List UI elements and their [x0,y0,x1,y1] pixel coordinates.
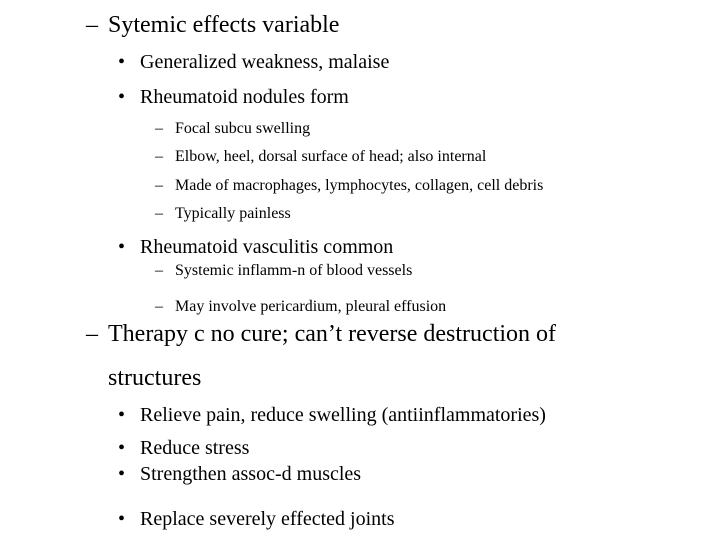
dash-marker: – [86,12,98,38]
bullet-marker: • [118,86,126,108]
sub-item-focal-swelling: Focal subcu swelling [175,120,311,137]
bullet-marker: • [118,437,126,459]
sub-item-inflammation: Systemic inflamm-n of blood vessels [175,262,413,279]
dash-marker: – [155,177,163,194]
bullet-rheumatoid-nodules: Rheumatoid nodules form [140,86,349,108]
dash-marker: – [155,120,163,137]
bullet-generalized-weakness: Generalized weakness, malaise [140,51,390,73]
bullet-marker: • [118,463,126,485]
heading-systemic-effects: Sytemic effects variable [108,12,340,38]
sub-item-composition: Made of macrophages, lymphocytes, collagen, cell debris [175,177,544,194]
bullet-marker: • [118,404,126,426]
heading-therapy-continuation: structures [108,365,202,391]
dash-marker: – [155,298,163,315]
bullet-marker: • [118,51,126,73]
bullet-marker: • [118,236,126,258]
bullet-relieve-pain: Relieve pain, reduce swelling (antiinflammatories) [140,404,546,426]
bullet-replace-joints: Replace severely effected joints [140,508,395,530]
dash-marker: – [155,262,163,279]
dash-marker: – [155,205,163,222]
dash-marker: – [155,148,163,165]
sub-item-locations: Elbow, heel, dorsal surface of head; also internal [175,148,487,165]
dash-marker: – [86,321,98,347]
bullet-strengthen-muscles: Strengthen assoc-d muscles [140,463,362,485]
bullet-marker: • [118,508,126,530]
heading-therapy: Therapy c no cure; can’t reverse destruction of [108,321,557,347]
bullet-reduce-stress: Reduce stress [140,437,250,459]
sub-item-painless: Typically painless [175,205,291,222]
bullet-rheumatoid-vasculitis: Rheumatoid vasculitis common [140,236,394,258]
sub-item-pericardium: May involve pericardium, pleural effusion [175,298,447,315]
